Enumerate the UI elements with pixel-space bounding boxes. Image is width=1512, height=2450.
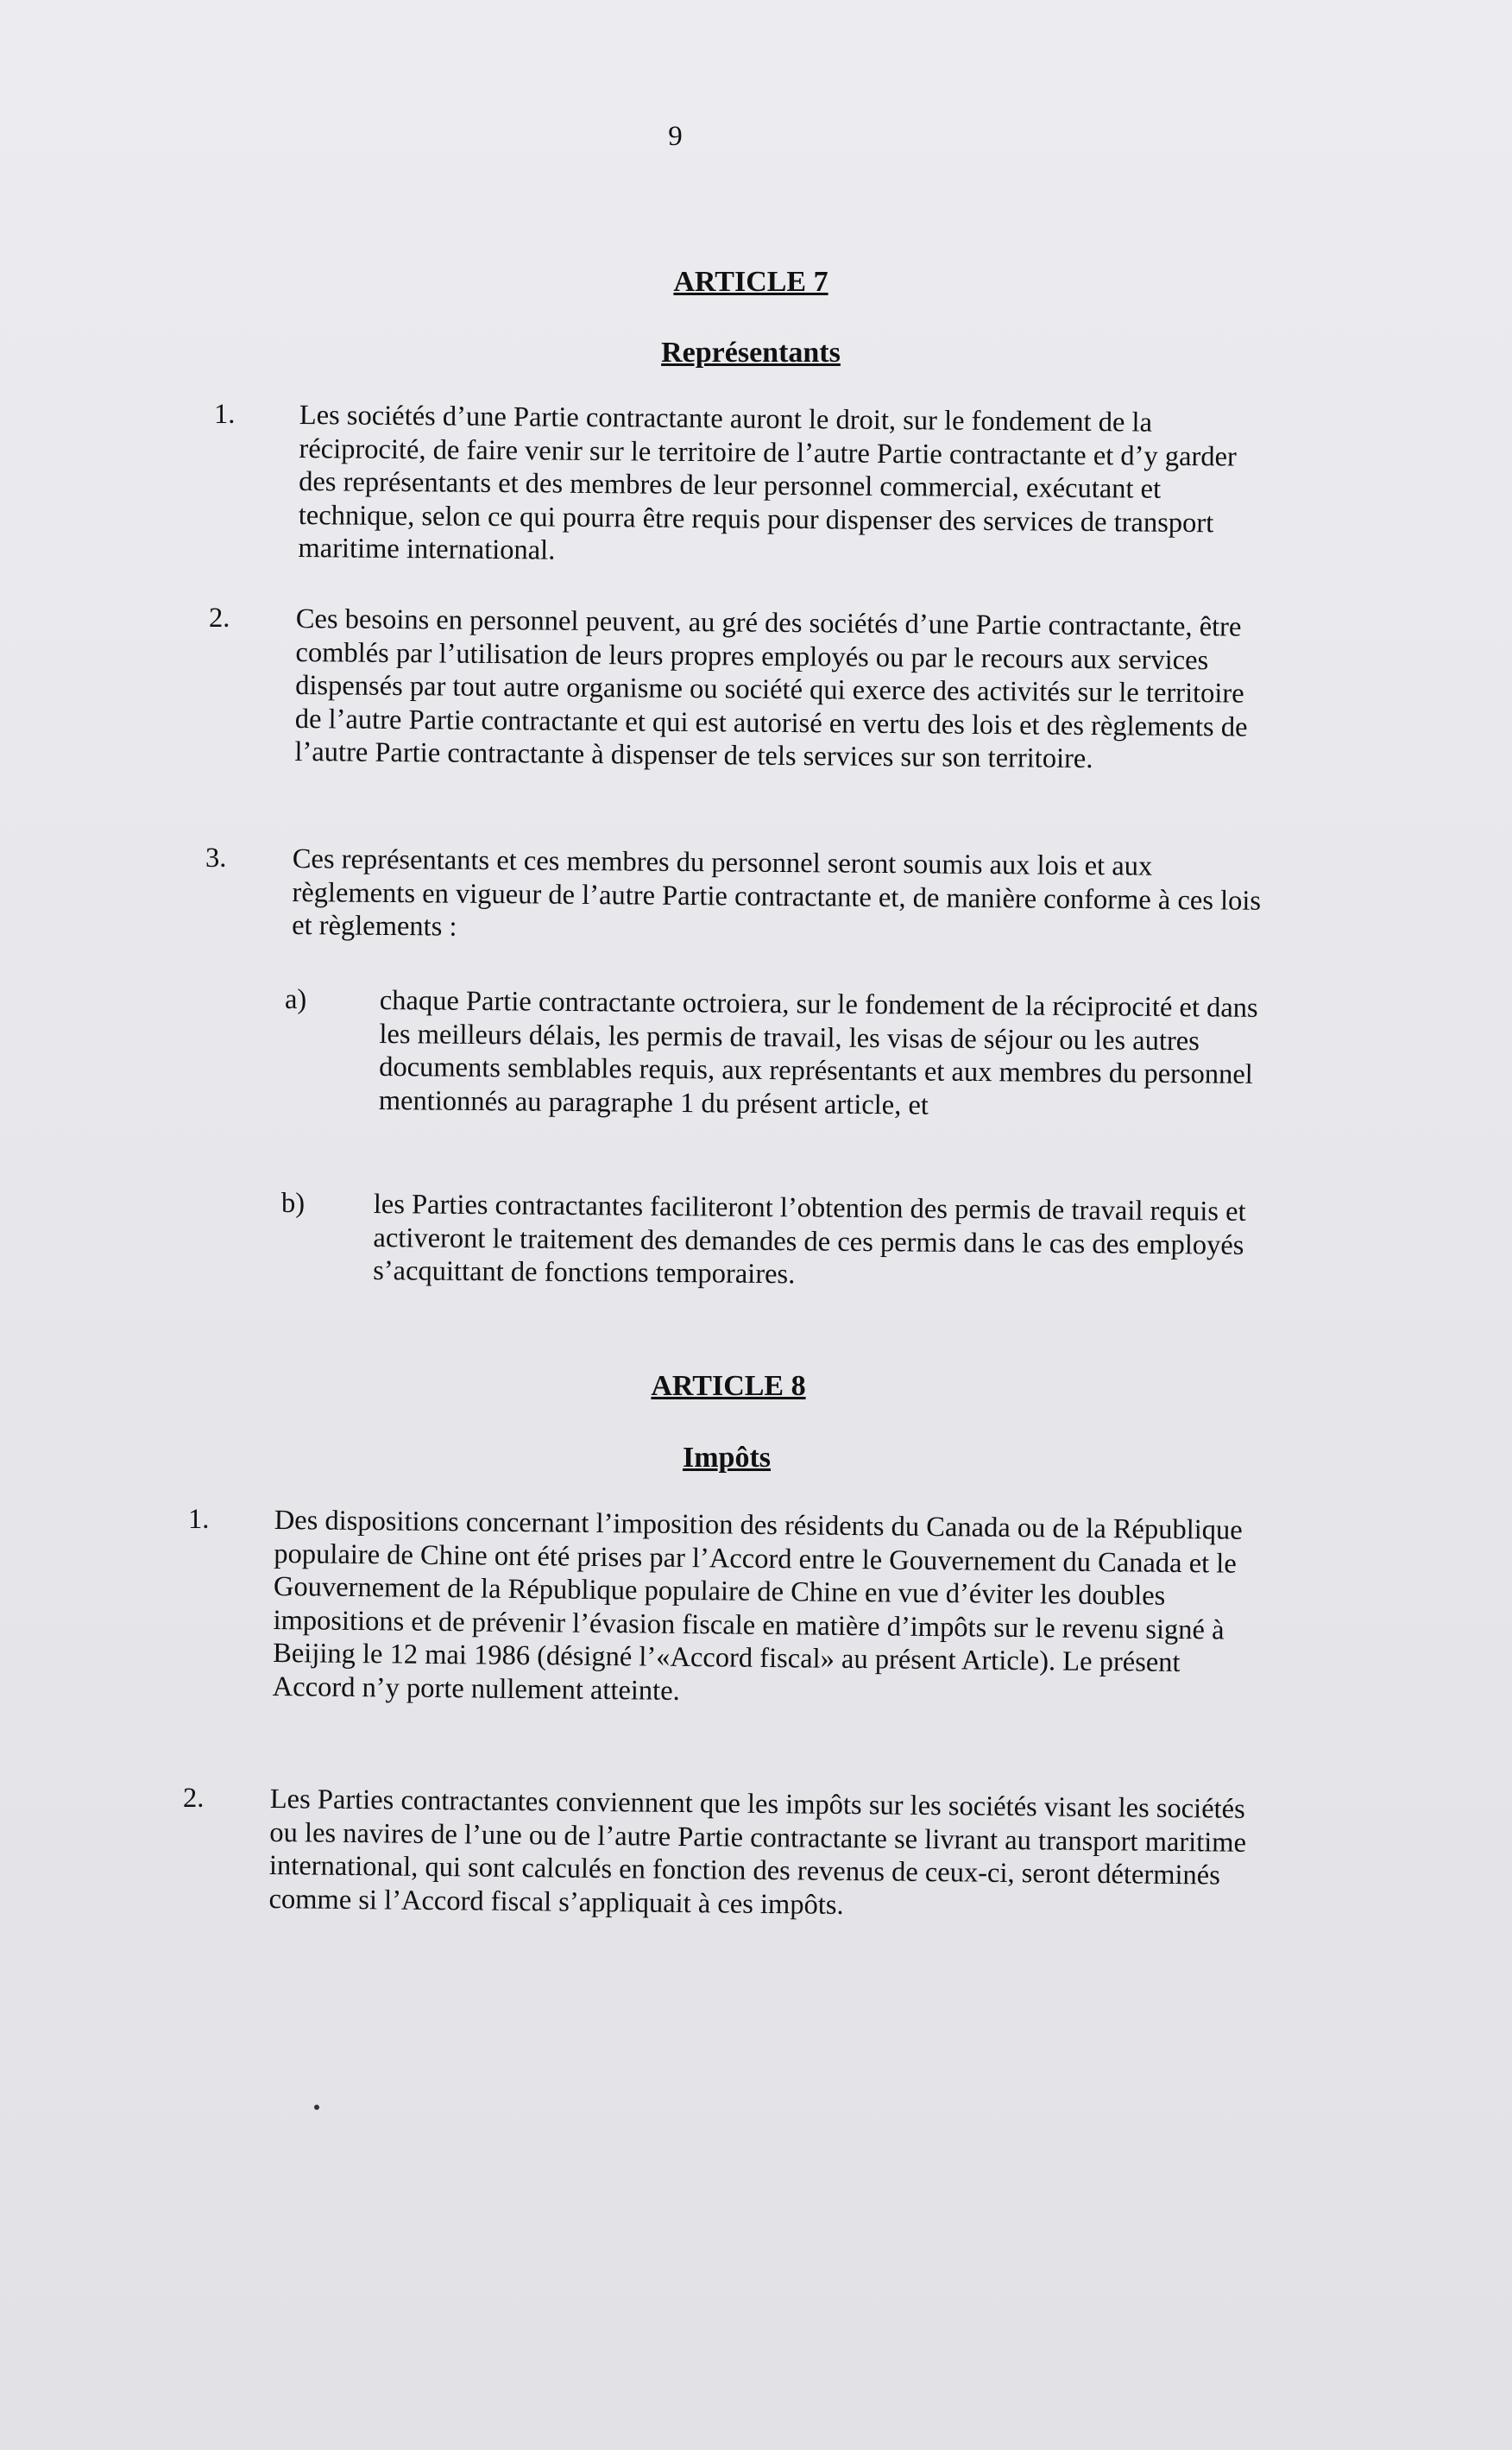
article-8-item-2-number: 2. [183,1783,205,1814]
article-7-subitem-b-text: les Parties contractantes faciliteront l’obtention des permis de travail requis et activeront le traitement des demandes de ces permis dans le cas des employés s’acquittant de fonctions temporaires. [373,1189,1246,1291]
article-7-item-2-number: 2. [209,603,230,634]
article-8-item-1-text: Des dispositions concernant l’imposition des résidents du Canada ou de la République populaire de Chine ont été prises par l’Accord entre le Gouvernement du Canada et le Gouvernement de la République populaire de Chine en vue d’éviter les doubles impositions et de prévenir l’évasion fiscale en matière d’impôts sur le revenu signé à Beijing le 12 mai 1986 (désigné l’«Accord fiscal» au présent Article). Le présent Accord n’y porte nullement atteinte. [272,1505,1243,1707]
article-7-item-2-text: Ces besoins en personnel peuvent, au gré des sociétés d’une Partie contractante, être comblés par l’utilisation de leurs propres employés ou par le recours aux services dispensés par tout autre organisme ou société qui exerce des activités sur le territoire de l’autre Partie contractante et qui est autorisé en vertu des lois et des règlements de l’autre Partie contractante à dispenser de tels services sur son territoire. [294,603,1248,775]
article-7-heading: ARTICLE 7 [673,266,828,298]
article-7-subheading: Représentants [661,337,841,369]
article-7-subitem-a-label: a) [285,984,307,1015]
article-7-subitem-a-text: chaque Partie contractante octroiera, sur le fondement de la réciprocité et dans les meilleurs délais, les permis de travail, les visas de séjour ou les autres documents semblables requis, aux représentants et aux membres du personnel mentionnés au paragraphe 1 du présent article, et [378,985,1258,1121]
article-7-item-3-number: 3. [205,843,227,874]
article-7-subitem-b-label: b) [281,1188,306,1219]
article-7-item-3-text: Ces représentants et ces membres du personnel seront soumis aux lois et aux règlements en vigueur de l’autre Partie contractante et, de manière conforme à ces lois et règlements : [292,843,1262,943]
article-7-item-1-number: 1. [214,399,236,430]
article-8-item-2-text: Les Parties contractantes conviennent que les impôts sur les sociétés visant les sociétés ou les navires de l’une ou de l’autre Partie contractante se livrant au transport maritime international, qui sont calculés en fonction des revenus de ceux-ci, seront déterminés comme si l’Accord fiscal s’appliquait à ces impôts. [268,1784,1247,1921]
article-7-item-1-text: Les sociétés d’une Partie contractante auront le droit, sur le fondement de la réciprocité, de faire venir sur le territoire de l’autre Partie contractante et d’y garder des représentants et des membres de leur personnel commercial, exécutant et technique, selon ce qui pourra être requis pour dispenser des services de transport maritime international. [298,399,1237,566]
page-number: 9 [668,121,683,152]
article-8-item-1-number: 1. [188,1504,210,1535]
article-8-subheading: Impôts [682,1442,772,1474]
article-8-heading: ARTICLE 8 [651,1370,806,1402]
scan-speck [314,2105,319,2110]
